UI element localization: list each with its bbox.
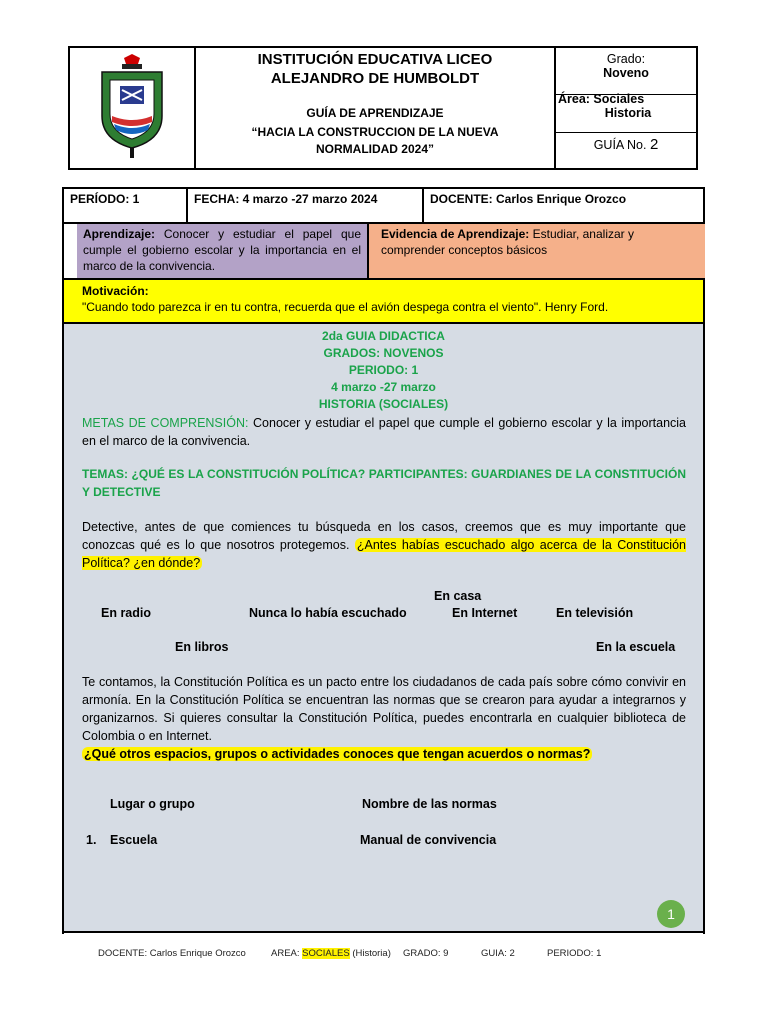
guide-header-line5: HISTORIA (SOCIALES) (318, 397, 449, 411)
guide-header-line4: 4 marzo -27 marzo (331, 380, 436, 394)
goals-text: Conocer y estudiar el papel que cumple el gobierno escolar y la importancia en el marco de la convivencia. (82, 416, 687, 448)
footer-area-suffix: (Historia) (352, 948, 391, 959)
guide-header-line3: PERIODO: 1 (348, 363, 419, 377)
date-cell: FECHA: 4 marzo -27 marzo 2024 (188, 189, 424, 222)
goals-label: METAS DE COMPRENSIÓN: (82, 416, 249, 430)
goals-paragraph (82, 414, 686, 450)
option-books: En libros (175, 640, 229, 654)
footer-guide: GUIA: 2 (481, 948, 515, 959)
learning-box (77, 224, 367, 278)
option-home: En casa (434, 589, 482, 603)
option-radio: En radio (101, 606, 152, 620)
guide-header-line1: 2da GUIA DIDACTICA (322, 329, 445, 343)
evidence-text: Estudiar, analizar y comprender conceptos básicos (381, 227, 634, 257)
guide-type: GUÍA DE APRENDIZAJE (306, 106, 444, 120)
page-number-badge: 1 (657, 900, 685, 928)
learning-label: Aprendizaje: (83, 227, 156, 241)
motivation-box (64, 278, 703, 324)
grade-box (556, 48, 696, 95)
period-cell: PERÍODO: 1 (64, 189, 188, 222)
option-internet: En Internet (452, 606, 518, 620)
option-tv: En televisión (556, 606, 634, 620)
footer-area-highlight: SOCIALES (302, 948, 350, 959)
teacher-cell: DOCENTE: Carlos Enrique Orozco (430, 192, 627, 206)
evidence-label: Evidencia de Aprendizaje: (381, 227, 530, 241)
title-cell (196, 48, 556, 168)
footer-teacher: DOCENTE: Carlos Enrique Orozco (98, 948, 246, 959)
table-row-norms: Manual de convivencia (360, 833, 497, 847)
grade-label: Grado: (606, 52, 646, 66)
intro-text: Detective, antes de que comiences tu búsqueda en los casos, creemos que es muy importante que conozcas qué es lo que nosotros protegemos. (82, 520, 686, 552)
header-table (68, 46, 698, 170)
area-box (556, 90, 698, 133)
guide-title: “HACIA LA CONSTRUCCION DE LA NUEVA NORMALIDAD 2024” (251, 125, 499, 156)
table-row-place: Escuela (110, 833, 158, 847)
evidence-box (367, 224, 705, 278)
table-header-place: Lugar o grupo (110, 797, 195, 811)
footer-area-prefix: AREA: (271, 948, 300, 959)
themes: TEMAS: ¿QUÉ ES LA CONSTITUCIÓN POLÍTICA? PARTICIPANTES: GUARDIANES DE LA CONSTITUCIÓN Y DETECTIVE (82, 467, 686, 499)
question2-text: ¿Qué otros espacios, grupos o actividades conoces que tengan acuerdos o normas? (84, 747, 591, 761)
guide-header-line2: GRADOS: NOVENOS (323, 346, 444, 360)
area-label: Área: Sociales (558, 92, 645, 106)
learning-text: Conocer y estudiar el papel que cumple el gobierno escolar y la importancia en el marco de la convivencia. (83, 227, 361, 273)
institution-name: INSTITUCIÓN EDUCATIVA LICEO ALEJANDRO DE HUMBOLDT (257, 51, 493, 87)
grade-value: Noveno (603, 66, 649, 80)
footer-area (271, 948, 391, 959)
guide-number-box (556, 132, 696, 172)
question2 (82, 745, 686, 763)
info-row (62, 187, 705, 224)
area-value: Historia (604, 106, 652, 120)
motivation-label: Motivación: (82, 284, 149, 298)
grade-cell (556, 48, 696, 168)
footer-period: PERIODO: 1 (547, 948, 602, 959)
footer-grade: GRADO: 9 (403, 948, 449, 959)
explanation-paragraph: Te contamos, la Constitución Política es un pacto entre los ciudadanos de cada país sobre cómo convivir en armonía. En la Constitución Política se encuentran las normas que se crearon para ayudar a integrarnos y organizarnos. Si quieres consultar la Constitución Política, puedes encontrarla en cualquier biblioteca de Colombia o en Internet. (82, 675, 686, 743)
logo-cell (70, 48, 196, 168)
motivation-text: "Cuando todo parezca ir en tu contra, recuerda que el avión despega contra el viento". Henry Ford. (82, 300, 609, 314)
guide-number-label: GUÍA No. (593, 138, 647, 152)
option-never: Nunca lo había escuchado (249, 606, 407, 620)
school-crest-icon (92, 54, 172, 158)
guide-number-value: 2 (649, 136, 659, 153)
table-row-number: 1. (86, 833, 97, 847)
table-header-norms: Nombre de las normas (362, 797, 497, 811)
spacer (64, 224, 77, 278)
frame-right (703, 224, 705, 934)
option-school: En la escuela (596, 640, 676, 654)
guide-header (64, 328, 703, 413)
frame-bottom (62, 931, 705, 933)
intro-paragraph (82, 518, 686, 572)
intro-question: ¿Antes habías escuchado algo acerca de la Constitución Política? ¿en dónde? (82, 538, 686, 570)
